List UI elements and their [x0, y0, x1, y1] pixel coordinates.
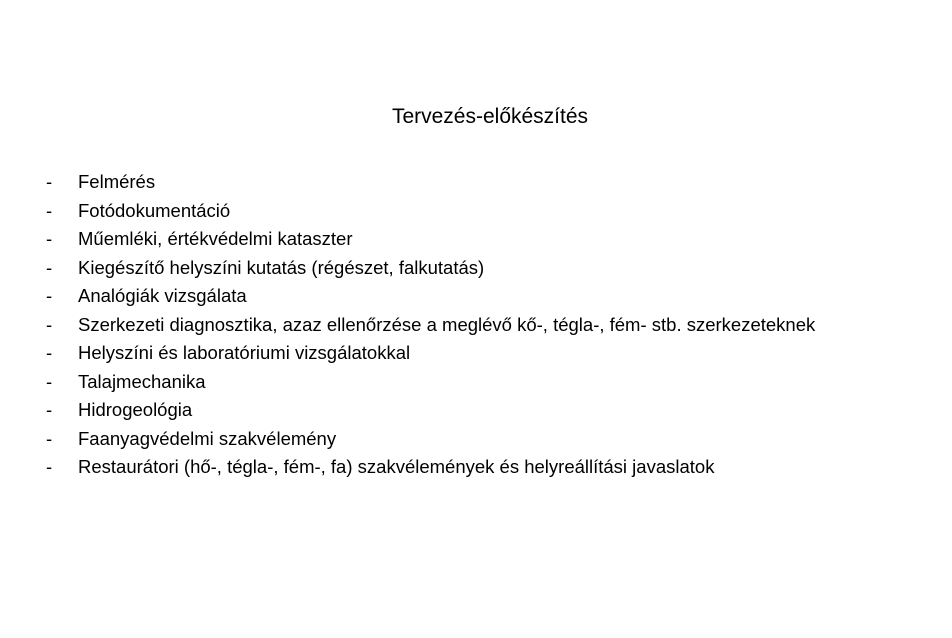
bullet-dash: -: [46, 228, 53, 249]
list-item-text: Felmérés: [78, 171, 156, 192]
list-item: [40, 254, 815, 283]
list-item: [40, 311, 815, 340]
list-item: [40, 225, 815, 254]
bullet-dash: -: [46, 342, 53, 363]
bullet-dash: -: [46, 456, 53, 477]
list-item: [40, 168, 815, 197]
list-item-text: Hidrogeológia: [78, 399, 193, 420]
list-item: [40, 282, 815, 311]
bullet-dash: -: [46, 199, 53, 221]
list-item-text: Műemléki, értékvédelmi kataszter: [78, 228, 353, 249]
list-item: [40, 368, 815, 397]
list-item: [40, 339, 815, 368]
list-item-text: Kiegészítő helyszíni kutatás (régészet, falkutatás): [78, 256, 485, 278]
list-item-text: Analógiák vizsgálata: [78, 285, 247, 306]
list-item: [40, 425, 815, 454]
bullet-dash: -: [46, 256, 53, 278]
bullet-dash: -: [46, 285, 53, 306]
slide-title: Tervezés-előkészítés: [391, 105, 589, 128]
bullet-dash: -: [46, 370, 53, 392]
list-item: [40, 453, 815, 482]
bullet-dash: -: [46, 171, 53, 192]
list-item-text: Szerkezeti diagnosztika, azaz ellenőrzése a meglévő kő-, tégla-, fém- stb. szerkezeteknek: [78, 313, 816, 335]
bullet-dash: -: [46, 399, 53, 420]
list-item-text: Helyszíni és laboratóriumi vizsgálatokkal: [78, 342, 411, 363]
list-item-text: Talajmechanika: [78, 370, 206, 392]
list-item: [40, 396, 815, 425]
list-item-text: Faanyagvédelmi szakvélemény: [78, 427, 337, 449]
bullet-list: [40, 168, 815, 482]
list-item: [40, 197, 815, 226]
bullet-dash: -: [46, 427, 53, 449]
list-item-text: Restaurátori (hő-, tégla-, fém-, fa) szakvélemények és helyreállítási javaslatok: [78, 456, 715, 477]
bullet-dash: -: [46, 313, 53, 335]
list-item-text: Fotódokumentáció: [78, 199, 231, 221]
